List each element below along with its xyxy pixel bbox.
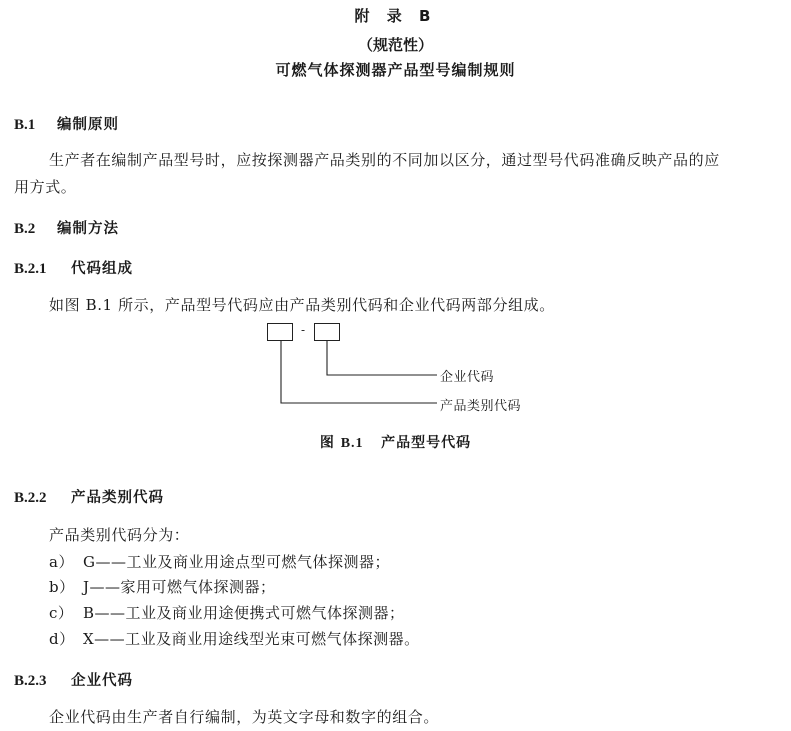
enterprise-leader-line	[327, 341, 437, 375]
document-title: 可燃气体探测器产品型号编制规则	[275, 61, 516, 79]
list-marker: a）	[49, 553, 74, 571]
list-marker: d）	[49, 630, 75, 648]
section-number: B.1	[14, 117, 36, 133]
normative-label: （规范性）	[357, 36, 433, 54]
list-text: J——家用可燃气体探测器；	[83, 578, 276, 596]
list-text: B——工业及商业用途便携式可燃气体探测器；	[83, 604, 405, 622]
section-label: 产品类别代码	[71, 490, 164, 506]
list-text: G——工业及商业用途点型可燃气体探测器；	[83, 553, 390, 571]
appendix-title: 附 录 B	[354, 7, 437, 25]
paragraph-line: 企业代码由生产者自行编制，为英文字母和数字的组合。	[49, 708, 440, 726]
section-number: B.2	[14, 221, 36, 237]
section-label: 编制方法	[57, 221, 119, 237]
list-item	[49, 602, 405, 623]
paragraph-line: 生产者在编制产品型号时，应按探测器产品类别的不同加以区分，通过型号代码准确反映产品的应	[49, 151, 720, 169]
list-item	[49, 551, 390, 572]
paragraph-line: 用方式。	[14, 178, 77, 196]
caption-text: 产品型号代码	[381, 435, 472, 451]
section-label: 代码组成	[71, 261, 133, 277]
category-leader-line	[281, 341, 437, 403]
list-item	[49, 576, 276, 597]
section-number: B.2.1	[14, 261, 47, 277]
list-marker: b）	[49, 578, 75, 596]
section-number: B.2.2	[14, 490, 47, 506]
enterprise-code-label: 企业代码	[440, 370, 495, 385]
category-code-label: 产品类别代码	[440, 399, 522, 414]
separator-dash: -	[301, 323, 306, 337]
section-label: 编制原则	[57, 117, 119, 133]
list-marker: c）	[49, 604, 74, 622]
section-label: 企业代码	[71, 673, 133, 689]
section-number: B.2.3	[14, 673, 47, 689]
list-item	[49, 628, 420, 649]
caption-number: B.1	[340, 436, 364, 451]
list-text: X——工业及商业用途线型光束可燃气体探测器。	[83, 630, 420, 648]
section-heading-b22	[14, 486, 164, 507]
section-heading-b23	[14, 669, 133, 690]
caption-prefix: 图	[319, 435, 335, 451]
paragraph-line: 如图 B.1 所示，产品型号代码应由产品类别代码和企业代码两部分组成。	[49, 296, 555, 314]
figure-caption	[0, 432, 791, 452]
paragraph-line: 产品类别代码分为：	[49, 526, 190, 544]
